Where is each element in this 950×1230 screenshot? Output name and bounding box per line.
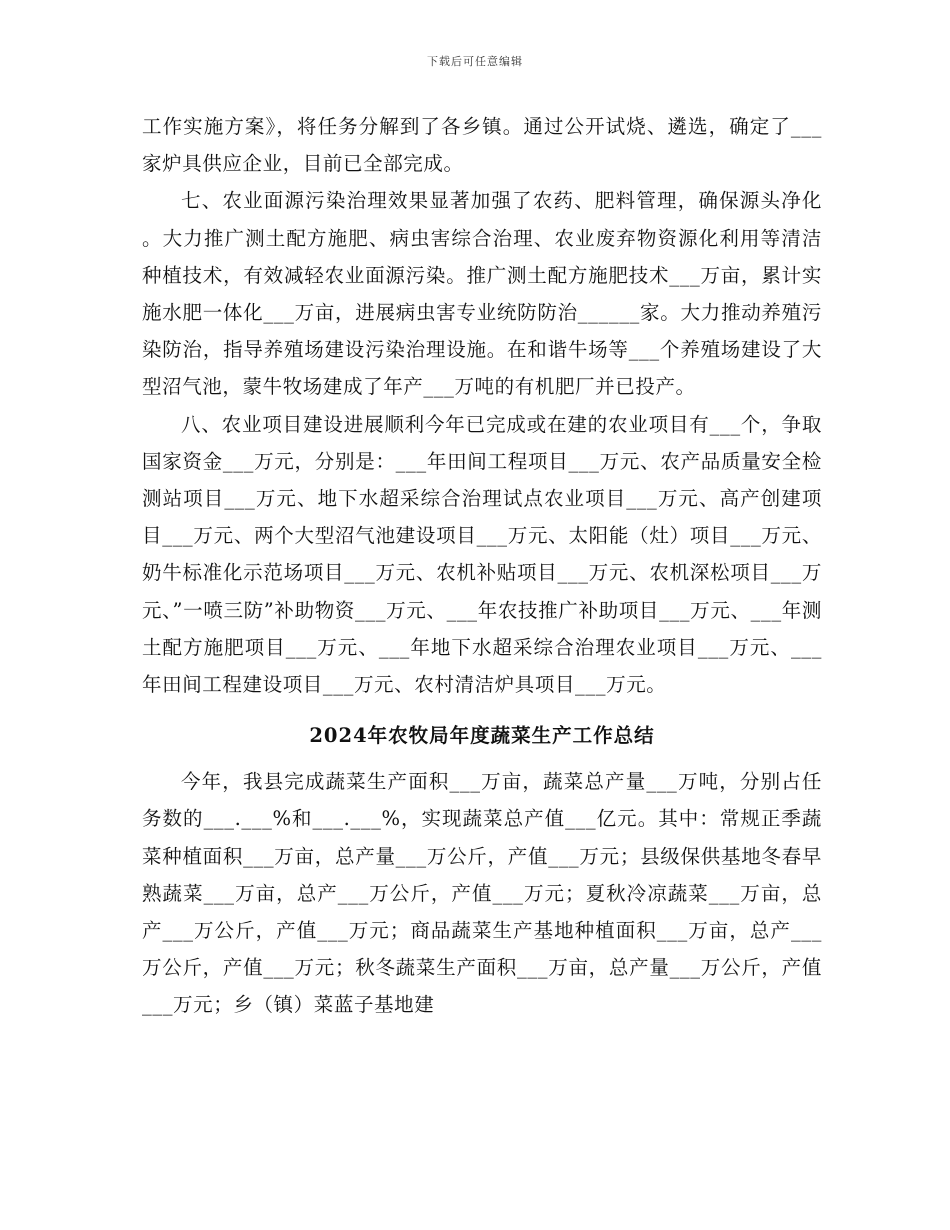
paragraph-section-seven: 七、农业面源污染治理效果显著加强了农药、肥料管理，确保源头净化。大力推广测土配方施肥、病虫害综合治理、农业废弃物资源化利用等清洁种植技术，有效减轻农业面源污染。推广测土配方施肥技术___万亩，累计实施水肥一体化___万亩，进展病虫害专业统防防治______家。大力推动养殖污染防治，指导养殖场建设污染治理设施。在和谐牛场等___个养殖场建设了大型沼气池，蒙牛牧场建成了年产___万吨的有机肥厂并已投产。 — [142, 189, 822, 399]
paragraph-summary: 今年，我县完成蔬菜生产面积___万亩，蔬菜总产量___万吨，分别占任务数的___.___%和___.___%，实现蔬菜总产值___亿元。其中：常规正季蔬菜种植面积___万亩，总产量___万公斤，产值___万元；县级保供基地冬春早熟蔬菜___万亩，总产___万公斤，产值___万元；夏秋冷凉蔬菜___万亩，总产___万公斤，产值___万元；商品蔬菜生产基地种植面积___万亩，总产___万公斤，产值___万元；秋冬蔬菜生产面积___万亩，总产量___万公斤，产值___万元；乡（镇）菜蓝子基地建 — [142, 770, 822, 1017]
document-title: 2024年农牧局年度蔬菜生产工作总结 — [309, 724, 655, 748]
document-body — [142, 108, 822, 1024]
paragraph-continuation: 工作实施方案》，将任务分解到了各乡镇。通过公开试烧、遴选，确定了___家炉具供应企业，目前已全部完成。 — [142, 115, 822, 176]
header-note: 下载后可任意编辑 — [427, 55, 523, 68]
paragraph-section-eight: 八、农业项目建设进展顺利今年已完成或在建的农业项目有___个，争取国家资金___万元，分别是：___年田间工程项目___万元、农产品质量安全检测站项目___万元、地下水超采综合治理试点农业项目___万元、高产创建项目___万元、两个大型沼气池建设项目___万元、太阳能（灶）项目___万元、奶牛标准化示范场项目___万元、农机补贴项目___万元、农机深松项目___万元、”一喷三防”补助物资___万元、___年农技推广补助项目___万元、___年测土配方施肥项目___万元、___年地下水超采综合治理农业项目___万元、___年田间工程建设项目___万元、农村清洁炉具项目___万元。 — [142, 412, 822, 697]
